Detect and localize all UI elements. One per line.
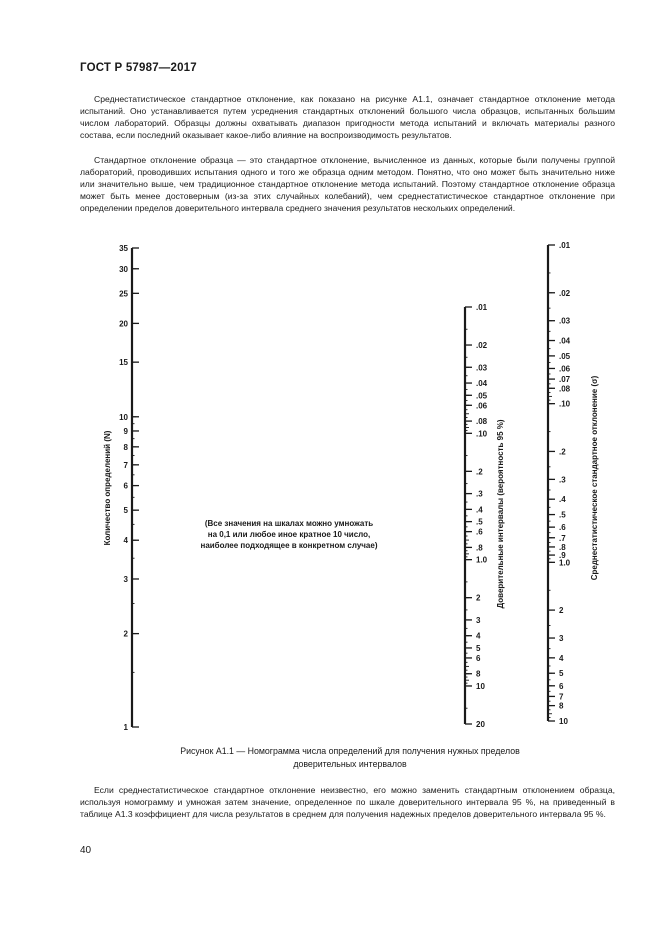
scale_n-tick-label: 4 <box>123 536 128 546</box>
scale_ci-tick-label: 1.0 <box>476 555 488 565</box>
scale_sd-tick-label: 2 <box>559 606 564 616</box>
scale_sd-tick-label: .03 <box>559 316 571 326</box>
scale_sd-tick-label: 8 <box>559 701 564 711</box>
scale_ci-tick-label: 2 <box>476 593 481 603</box>
figure-caption <box>120 745 580 770</box>
nomogram-note-line-3: наиболее подходящее в конкретном случае) <box>200 541 378 550</box>
scale_sd-tick-label: .7 <box>559 533 566 543</box>
scale_ci-tick-label: .5 <box>476 517 483 527</box>
scale_ci-tick-label: 4 <box>476 631 481 641</box>
scale_ci-tick-label: .6 <box>476 527 483 537</box>
scale_ci-tick-label: .2 <box>476 467 483 477</box>
scale_ci-tick-label: .4 <box>476 505 483 515</box>
scale_sd-tick-label: .07 <box>559 375 571 385</box>
scale_sd-tick-label: .2 <box>559 447 566 457</box>
scale-ci-group <box>465 303 488 729</box>
scale_sd-tick-label: 5 <box>559 669 564 679</box>
scale_n-tick-label: 3 <box>123 574 128 584</box>
figure-caption-line-2: доверительных интервалов <box>293 758 407 769</box>
nomogram-note-line-2: на 0,1 или любое иное кратное 10 число, <box>207 530 371 539</box>
scale_n-tick-label: 15 <box>119 358 128 368</box>
scale-sd-group <box>548 241 571 726</box>
scale_ci-tick-label: .8 <box>476 543 483 553</box>
scale_ci-tick-label: 20 <box>476 720 485 729</box>
scale_n-tick-label: 10 <box>119 412 128 422</box>
scale_sd-tick-label: .08 <box>559 384 571 394</box>
scale_ci-tick-label: .10 <box>476 429 488 439</box>
scale_ci-tick-label: .02 <box>476 341 488 351</box>
scale_ci-tick-label: 8 <box>476 669 481 679</box>
scale_sd-tick-label: .02 <box>559 288 571 298</box>
document-header: ГОСТ Р 57987—2017 <box>80 62 197 74</box>
scale_sd-tick-label: .05 <box>559 351 571 361</box>
scale-n-group <box>119 244 139 732</box>
scale-sd-title: Среднестатистическое стандартное отклонение (σ) <box>590 375 599 581</box>
scale_ci-tick-label: 3 <box>476 615 481 625</box>
scale_n-tick-label: 30 <box>119 264 128 274</box>
scale_ci-tick-label: 6 <box>476 653 481 663</box>
scale-n-title: Количество определений (N) <box>103 430 112 546</box>
scale_ci-tick-label: .3 <box>476 489 483 499</box>
figure-caption-line-1: Рисунок А1.1 — Номограмма числа определений для получения нужных пределов <box>180 746 520 756</box>
scale_sd-tick-label: .10 <box>559 399 571 409</box>
scale_sd-tick-label: .8 <box>559 542 566 552</box>
scale_sd-tick-label: .5 <box>559 510 566 520</box>
scale_ci-tick-label: .06 <box>476 401 488 411</box>
scale_ci-tick-label: 10 <box>476 681 485 691</box>
scale_sd-tick-label: 3 <box>559 634 564 644</box>
scale_n-tick-label: 2 <box>123 629 128 639</box>
paragraph-sample-sd: Стандартное отклонение образца — это стандартное отклонение, вычисленное из данных, которые были получены группой лабораторий, проводивших испытания одного и того же образца одним методом. Понятно, что оно может быть значительно ниже или значительно выше, чем традиционное стандартное отклонение метода испытаний. Поэтому стандартное отклонение образца может быть менее достоверным (из-за этих случайных колебаний), чем среднестатистическое стандартное отклонение при определении пределов доверительного интервала среднего значения результатов нескольких определений. <box>80 155 615 214</box>
paragraph-unknown-sd: Если среднестатистическое стандартное отклонение неизвестно, его можно заменить стандартным отклонением образца, используя номограмму и умножая затем значение, определенное по шкале доверительного интервала 95 %, на приведенный в таблице А1.3 коэффициент для числа результатов в среднем для получения надежных пределов доверительного интервала 95 %. <box>80 785 615 820</box>
scale_n-tick-label: 25 <box>119 289 128 299</box>
scale_sd-tick-label: .4 <box>559 495 566 505</box>
scale_ci-tick-label: .03 <box>476 363 488 373</box>
scale_n-tick-label: 5 <box>123 506 128 516</box>
scale_sd-tick-label: 1.0 <box>559 558 571 568</box>
scale_n-tick-label: 20 <box>119 319 128 329</box>
scale_ci-tick-label: .01 <box>476 303 488 312</box>
scale_sd-tick-label: .6 <box>559 523 566 533</box>
scale_n-tick-label: 6 <box>123 481 128 491</box>
scale_sd-tick-label: .06 <box>559 364 571 374</box>
scale_sd-tick-label: 10 <box>559 717 568 726</box>
scale_sd-tick-label: 4 <box>559 653 564 663</box>
scale_sd-tick-label: 7 <box>559 692 564 702</box>
scale_ci-tick-label: .08 <box>476 417 488 427</box>
scale_sd-tick-label: .01 <box>559 241 571 250</box>
nomogram-note-line-1: (Все значения на шкалах можно умножать <box>204 519 374 528</box>
page-number: 40 <box>80 845 92 856</box>
scale_n-tick-label: 7 <box>123 460 128 470</box>
scale_n-tick-label: 8 <box>123 442 128 452</box>
scale_sd-tick-label: .04 <box>559 336 571 346</box>
scale_n-tick-label: 35 <box>119 244 128 253</box>
scale_ci-tick-label: .04 <box>476 379 488 389</box>
scale_ci-tick-label: 5 <box>476 643 481 653</box>
scale-ci-title: Доверительные интервалы (вероятность 95 %) <box>496 419 505 609</box>
scale_ci-tick-label: .05 <box>476 391 488 401</box>
scale_sd-tick-label: 6 <box>559 681 564 691</box>
scale_n-tick-label: 9 <box>123 426 128 436</box>
scale_sd-tick-label: .9 <box>559 551 566 561</box>
paragraph-average-sd: Среднестатистическое стандартное отклонение, как показано на рисунке А1.1, означает стандартное отклонение метода испытаний. Оно устанавливается путем усреднения стандартных отклонений большого числа образцов, испытанных большим числом лабораторий. Образцы должны охватывать диапазон пригодности метода испытаний и включать материалы разного состава, если последний оказывает какое-либо влияние на воспроизводимость результатов. <box>80 94 615 141</box>
scale_n-tick-label: 1 <box>123 723 128 732</box>
scale_sd-tick-label: .3 <box>559 475 566 485</box>
